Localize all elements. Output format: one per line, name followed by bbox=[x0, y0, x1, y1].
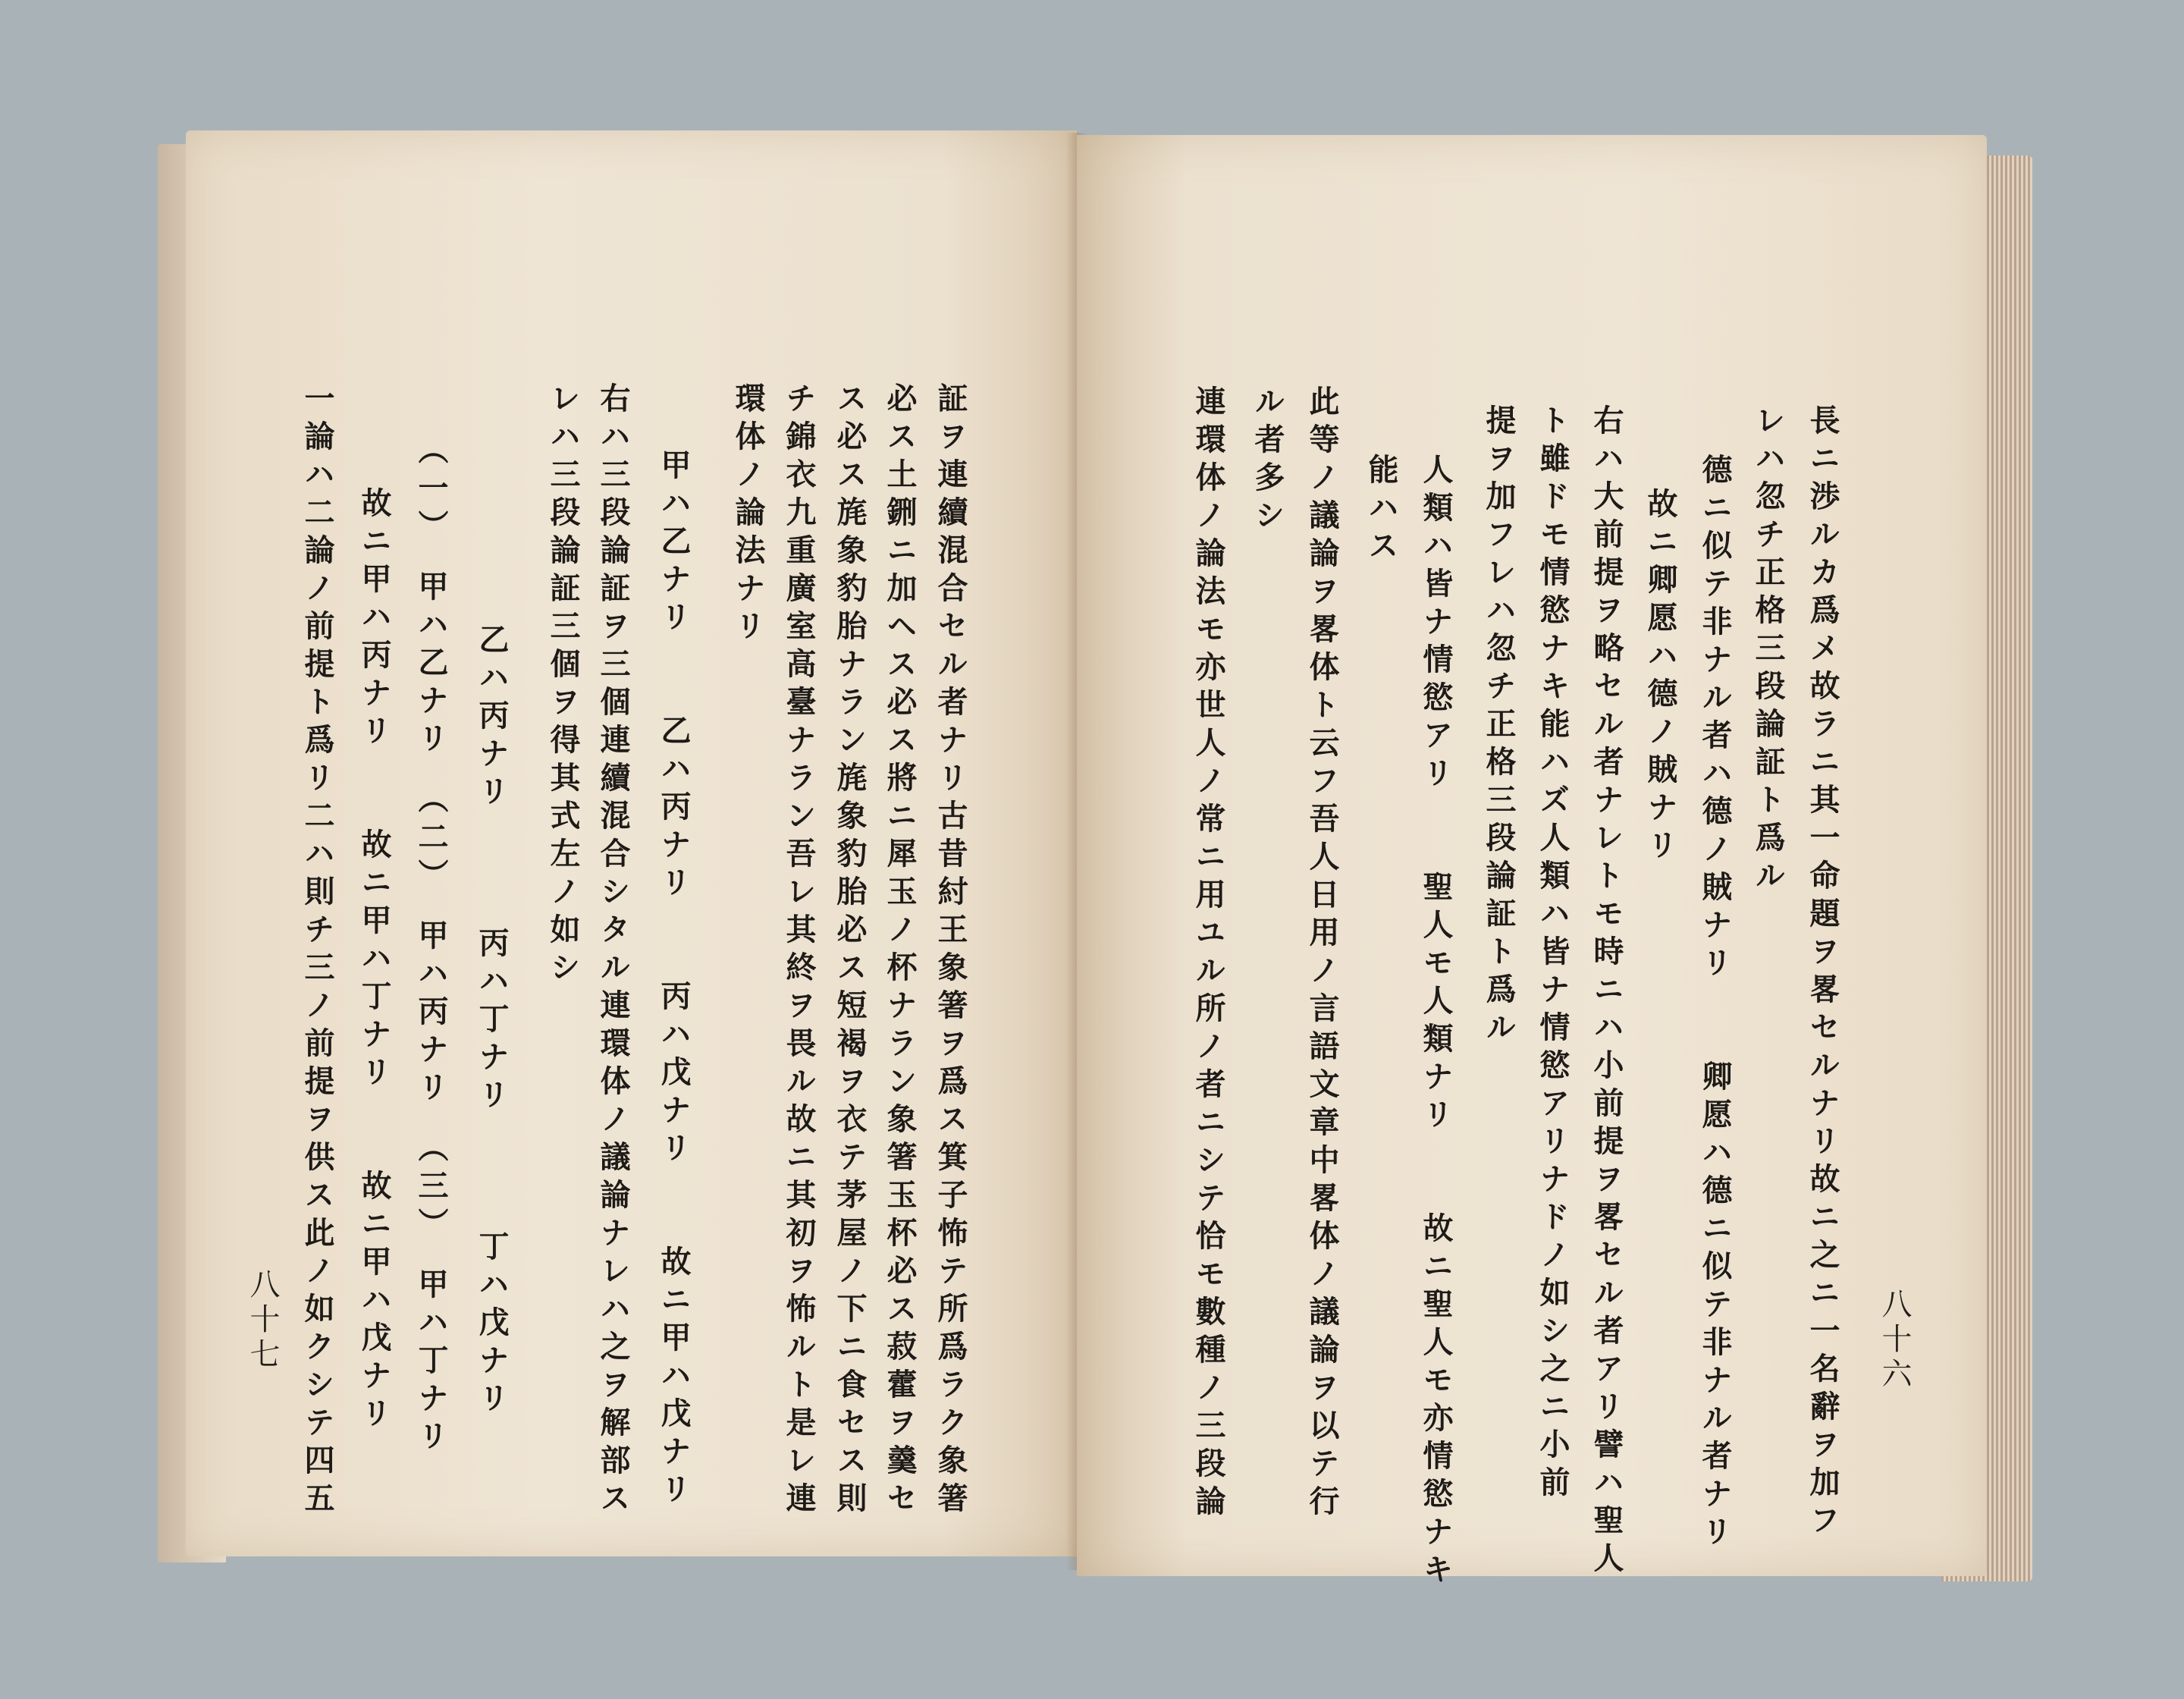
right-line-7: 提ヲ加フレハ忽チ正格三段論証ト爲ル bbox=[1481, 404, 1517, 1049]
right-line-6: ト雖ドモ情慾ナキ能ハズ人類ハ皆ナ情慾アリナドノ如シ之ニ小前 bbox=[1535, 404, 1571, 1504]
left-line-8: レハ三段論証三個ヲ得其式左ノ如シ bbox=[545, 382, 581, 989]
left-line-2: 必ス土鉶ニ加ヘス必ス將ニ犀玉ノ杯ナラン象箸玉杯必ス菽藿ヲ羹セ bbox=[882, 382, 918, 1520]
left-line-1: 証ヲ連續混合セル者ナリ古昔紂王象箸ヲ爲ス箕子怖テ所爲ラク象箸 bbox=[933, 382, 968, 1520]
right-line-4: 故ニ卿愿ハ德ノ賊ナリ bbox=[1643, 488, 1678, 867]
right-line-12: 連環体ノ論法モ亦世人ノ常ニ用ユル所ノ者ニシテ恰モ數種ノ三段論 bbox=[1191, 385, 1226, 1523]
left-page bbox=[186, 130, 1077, 1556]
right-line-8: 人類ハ皆ナ情慾アリ 聖人モ人類ナリ 故ニ聖人モ亦情慾ナキ bbox=[1418, 454, 1454, 1591]
right-line-10: 此等ノ議論ヲ畧体ト云フ吾人日用ノ言語文章中畧体ノ議論ヲ以テ行 bbox=[1304, 385, 1340, 1523]
right-line-3: 德ニ似テ非ナル者ハ德ノ賊ナリ 卿愿ハ德ニ似テ非ナル者ナリ bbox=[1697, 454, 1733, 1553]
right-line-2: レハ忽チ正格三段論証ト爲ル bbox=[1750, 404, 1786, 897]
left-page-number: 八十七 bbox=[245, 1268, 280, 1373]
left-line-10: （一） 甲ハ乙ナリ （二） 甲ハ丙ナリ （三） 甲ハ丁ナリ bbox=[413, 434, 449, 1458]
left-line-5: 環体ノ論法ナリ bbox=[730, 382, 766, 648]
right-page bbox=[1077, 135, 1987, 1591]
left-line-3: ス必ス旄象豹胎ナラン旄象豹胎必ス短褐ヲ衣テ茅屋ノ下ニ食セス則 bbox=[832, 382, 868, 1520]
right-line-9: 能ハス bbox=[1363, 454, 1399, 567]
left-line-11: 故ニ甲ハ丙ナリ 故ニ甲ハ丁ナリ 故ニ甲ハ戊ナリ bbox=[356, 487, 392, 1435]
left-line-12: 一論ハ二論ノ前提ト爲リ二ハ則チ三ノ前提ヲ供ス此ノ如クシテ四五 bbox=[300, 382, 335, 1520]
right-line-1: 長ニ渉ルカ爲メ故ラニ其一命題ヲ畧セルナリ故ニ之ニ一名辭ヲ加フ bbox=[1805, 404, 1840, 1542]
left-line-6: 甲ハ乙ナリ 乙ハ丙ナリ 丙ハ戊ナリ 故ニ甲ハ戊ナリ bbox=[656, 449, 692, 1511]
right-page-number: 八十六 bbox=[1877, 1288, 1912, 1393]
right-line-11: ル者多シ bbox=[1250, 385, 1285, 537]
left-line-4: チ錦衣九重廣室高臺ナラン吾レ其終ヲ畏ル故ニ其初ヲ怖ルト是レ連 bbox=[781, 382, 817, 1520]
right-line-5: 右ハ大前提ヲ略セル者ナレトモ時ニハ小前提ヲ畧セル者アリ譬ハ聖人 bbox=[1589, 404, 1624, 1580]
left-line-9: 乙ハ丙ナリ 丙ハ丁ナリ 丁ハ戊ナリ bbox=[474, 623, 510, 1420]
left-line-7: 右ハ三段論証ヲ三個連續混合シタル連環体ノ議論ナレハ之ヲ解部ス bbox=[595, 382, 631, 1520]
